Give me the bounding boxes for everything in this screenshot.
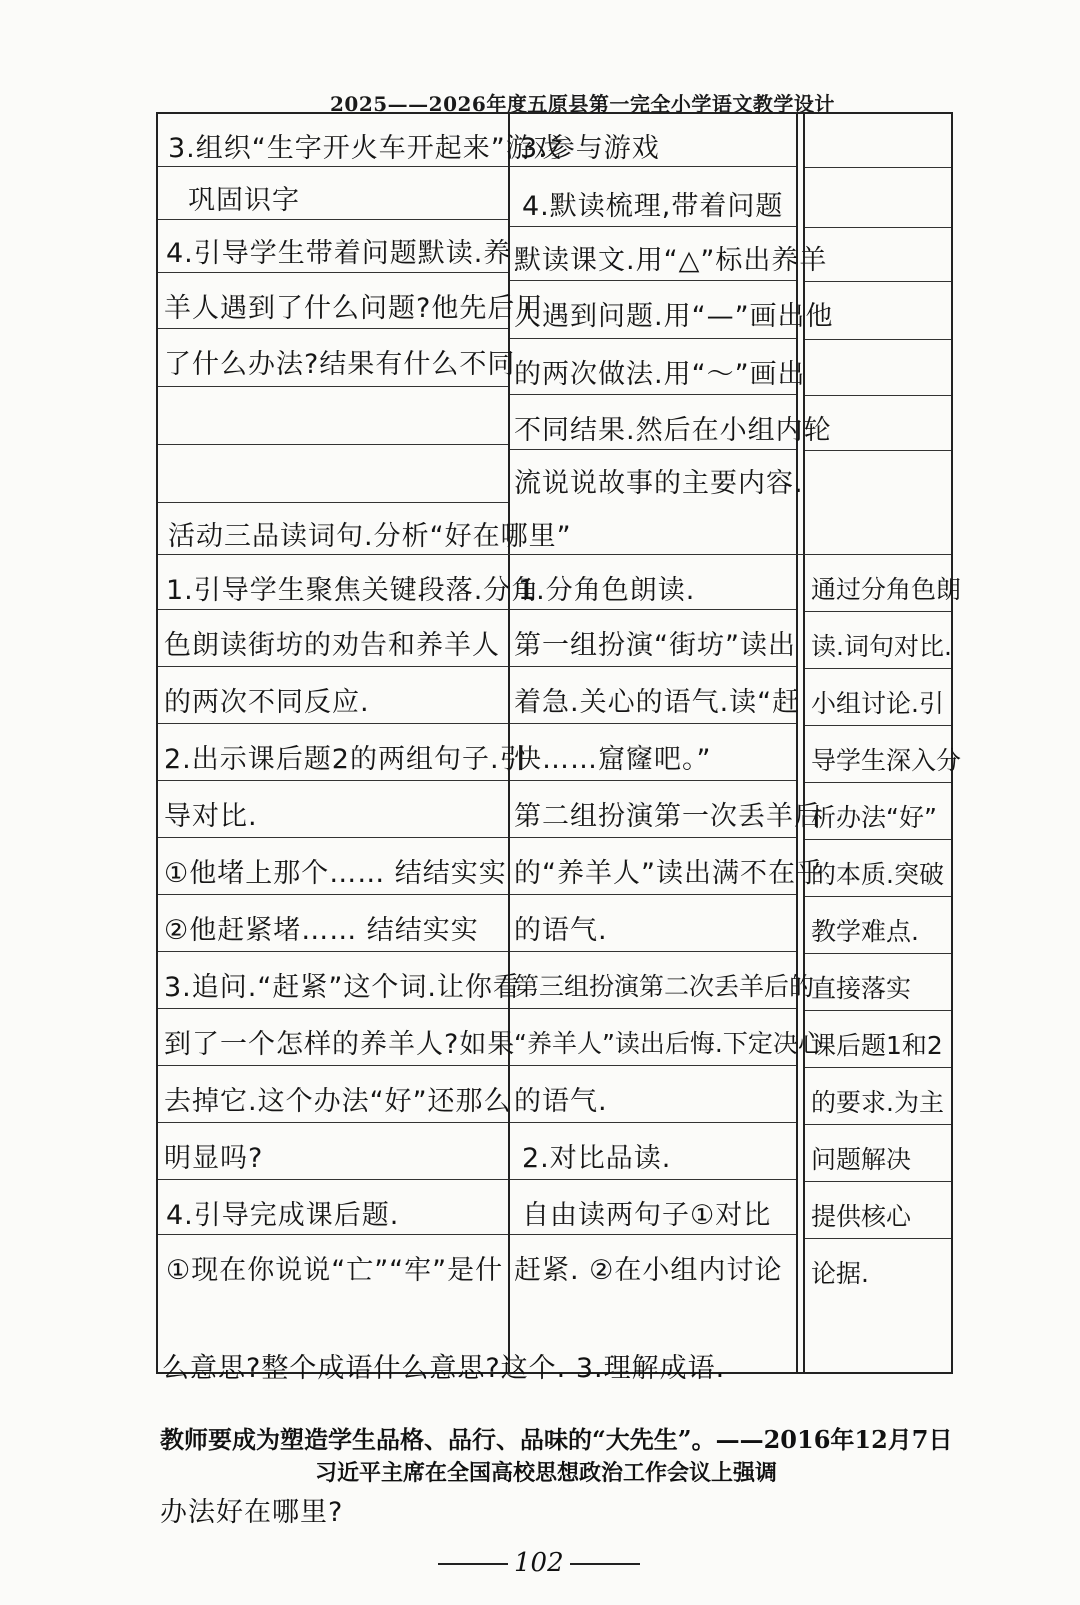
line-row bbox=[510, 394, 832, 450]
lesson-table bbox=[156, 112, 962, 1374]
text-line: 小组讨论.引 bbox=[811, 689, 944, 718]
text-line: 1.分角色朗读. bbox=[518, 575, 696, 606]
line-row bbox=[158, 166, 508, 220]
continued-handwriting: 么意思?整个成语什么意思?这个. 3.理解成语. bbox=[162, 1353, 726, 1384]
text-line: 的本质.突破 bbox=[811, 860, 944, 889]
line-row bbox=[510, 951, 815, 1009]
activity-heading-row bbox=[158, 502, 951, 555]
rule bbox=[805, 280, 951, 282]
text-line: 通过分角色朗 bbox=[811, 575, 962, 604]
line-row bbox=[805, 725, 962, 783]
text-line: ②他赶紧堵…… 结结实实 bbox=[164, 915, 479, 946]
line-row bbox=[158, 951, 521, 1009]
line-row bbox=[158, 114, 562, 167]
text-line: 第一组扮演“街坊”读出 bbox=[514, 630, 796, 661]
line-row bbox=[158, 894, 508, 952]
text-line: 着急.关心的语气.读“赶 bbox=[514, 687, 801, 718]
text-line: 了什么办法?结果有什么不同 bbox=[164, 349, 516, 380]
text-line: 的要求.为主 bbox=[811, 1088, 944, 1117]
text-line: 人遇到问题.用“—”画出他 bbox=[514, 301, 834, 332]
quote-line: 教师要成为塑造学生品格、品行、品味的“大先生”。——2016年12月7日 bbox=[160, 1425, 953, 1454]
text-line: 4.引导学生带着问题默读.养 bbox=[166, 238, 512, 269]
text-line: 直接落实 bbox=[811, 974, 912, 1003]
page-number-value: 102 bbox=[514, 1548, 564, 1578]
line-row bbox=[805, 1010, 951, 1068]
text-line: 的两次不同反应. bbox=[164, 687, 370, 718]
text-line: 默读课文.用“△”标出养羊 bbox=[514, 245, 828, 276]
text-line: 3.组织“生字开火车开起来”游戏 bbox=[168, 133, 562, 164]
text-line: 到了一个怎样的养羊人?如果 bbox=[164, 1029, 516, 1060]
text-line: 3.追问.“赶紧”这个词.让你看 bbox=[164, 972, 521, 1003]
activity-heading: 活动三品读词句.分析“好在哪里” bbox=[168, 521, 572, 552]
line-row bbox=[158, 328, 516, 387]
text-line: “养羊人”读出后悔.下定决心 bbox=[514, 1029, 823, 1058]
line-row bbox=[510, 338, 806, 395]
rule bbox=[805, 338, 951, 340]
text-line: 的两次做法.用“～”画出 bbox=[514, 359, 806, 390]
rule bbox=[805, 449, 951, 451]
student-activity-column bbox=[510, 114, 834, 502]
text-line: 巩固识字 bbox=[188, 185, 300, 216]
line-row bbox=[158, 1179, 508, 1235]
text-line: 明显吗? bbox=[164, 1143, 264, 1174]
teacher-activity-lower bbox=[158, 554, 540, 1372]
line-row bbox=[158, 780, 508, 838]
line-row bbox=[158, 723, 528, 781]
line-row bbox=[158, 1122, 508, 1180]
text-line: 导学生深入分 bbox=[811, 746, 962, 775]
line-row bbox=[510, 1008, 823, 1066]
line-row bbox=[158, 666, 508, 724]
student-activity-lower bbox=[510, 554, 824, 1372]
line-row bbox=[805, 782, 951, 840]
rule bbox=[805, 166, 951, 168]
text-line: 不同结果.然后在小组内轮 bbox=[514, 415, 832, 446]
line-row bbox=[510, 554, 796, 610]
text-line: 第三组扮演第二次丢羊后的 bbox=[514, 972, 815, 1001]
line-row bbox=[510, 1234, 796, 1294]
text-line: 快……窟窿吧。” bbox=[514, 744, 712, 775]
text-line: 教学难点. bbox=[811, 917, 919, 946]
text-line: 课后题1和2 bbox=[811, 1031, 943, 1060]
design-intent-lower bbox=[805, 554, 962, 1372]
design-intent-column bbox=[805, 114, 951, 502]
text-line: 的语气. bbox=[514, 915, 608, 946]
quote-attribution: 习近平主席在全国高校思想政治工作会议上强调 bbox=[315, 1460, 778, 1486]
text-line: 4.引导完成课后题. bbox=[166, 1200, 400, 1231]
bottom-handwriting: 办法好在哪里? bbox=[160, 1497, 344, 1528]
text-line: 论据. bbox=[811, 1259, 869, 1288]
line-row bbox=[805, 1124, 951, 1182]
line-row bbox=[805, 839, 951, 897]
text-line: ①他堵上那个…… 结结实实 bbox=[164, 858, 507, 889]
text-line: 的“养羊人”读出满不在乎 bbox=[514, 858, 824, 889]
line-row bbox=[510, 666, 801, 724]
line-row bbox=[158, 1234, 508, 1294]
line-row bbox=[510, 894, 796, 952]
line-row bbox=[158, 554, 540, 610]
line-row bbox=[510, 609, 796, 667]
page-header: 2025——2026年度五原县第一完全小学语文教学设计 bbox=[330, 92, 835, 116]
line-row bbox=[510, 166, 796, 227]
text-line: 的语气. bbox=[514, 1086, 608, 1117]
page-number bbox=[432, 1548, 646, 1578]
line-row bbox=[158, 272, 544, 329]
line-row bbox=[805, 1238, 951, 1294]
text-line: 3.参与游戏 bbox=[520, 133, 660, 164]
text-line: 导对比. bbox=[164, 801, 258, 832]
text-line: 羊人遇到了什么问题?他先后用 bbox=[164, 293, 544, 324]
line-row bbox=[510, 837, 824, 895]
text-line: 提供核心 bbox=[811, 1202, 912, 1231]
line-row bbox=[805, 668, 951, 726]
line-row bbox=[158, 386, 508, 445]
line-row bbox=[510, 1065, 796, 1123]
line-row bbox=[805, 554, 962, 612]
text-line: 2.出示课后题2的两组句子.引 bbox=[164, 744, 528, 775]
line-row bbox=[805, 896, 951, 954]
text-line: 赶紧. ②在小组内讨论 bbox=[514, 1255, 783, 1286]
line-row bbox=[805, 953, 951, 1011]
line-row bbox=[510, 114, 796, 167]
line-row bbox=[510, 723, 796, 781]
text-line: 析办法“好” bbox=[811, 803, 937, 832]
line-row bbox=[158, 219, 512, 273]
line-row bbox=[510, 1122, 796, 1180]
line-row bbox=[510, 226, 828, 281]
dash-left bbox=[438, 1563, 508, 1565]
text-line: 2.对比品读. bbox=[522, 1143, 672, 1174]
dash-right bbox=[570, 1563, 640, 1565]
text-line: 读.词句对比. bbox=[811, 632, 952, 661]
text-line: 色朗读街坊的劝告和养羊人 bbox=[164, 630, 500, 661]
text-line: 流说说故事的主要内容. bbox=[514, 468, 804, 499]
line-row bbox=[158, 1065, 512, 1123]
line-row bbox=[805, 1181, 951, 1239]
text-line: ①现在你说说“亡”“牢”是什 bbox=[166, 1255, 504, 1286]
line-row bbox=[805, 1067, 951, 1125]
text-line: 1.引导学生聚焦关键段落.分角 bbox=[166, 575, 540, 606]
line-row bbox=[510, 449, 804, 502]
line-row bbox=[510, 780, 822, 838]
line-row bbox=[158, 1008, 516, 1066]
text-line: 问题解决 bbox=[811, 1145, 912, 1174]
line-row bbox=[158, 609, 508, 667]
rule bbox=[805, 226, 951, 228]
text-line: 自由读两句子①对比 bbox=[522, 1200, 772, 1231]
rule bbox=[805, 394, 951, 396]
line-row bbox=[510, 280, 834, 339]
line-row bbox=[510, 1179, 796, 1235]
text-line: 去掉它.这个办法“好”还那么 bbox=[164, 1086, 512, 1117]
text-line: 第二组扮演第一次丢羊后 bbox=[514, 801, 822, 832]
text-line: 4.默读梳理,带着问题 bbox=[522, 191, 784, 222]
line-row bbox=[158, 837, 508, 895]
line-row bbox=[158, 444, 508, 503]
line-row bbox=[805, 611, 951, 669]
